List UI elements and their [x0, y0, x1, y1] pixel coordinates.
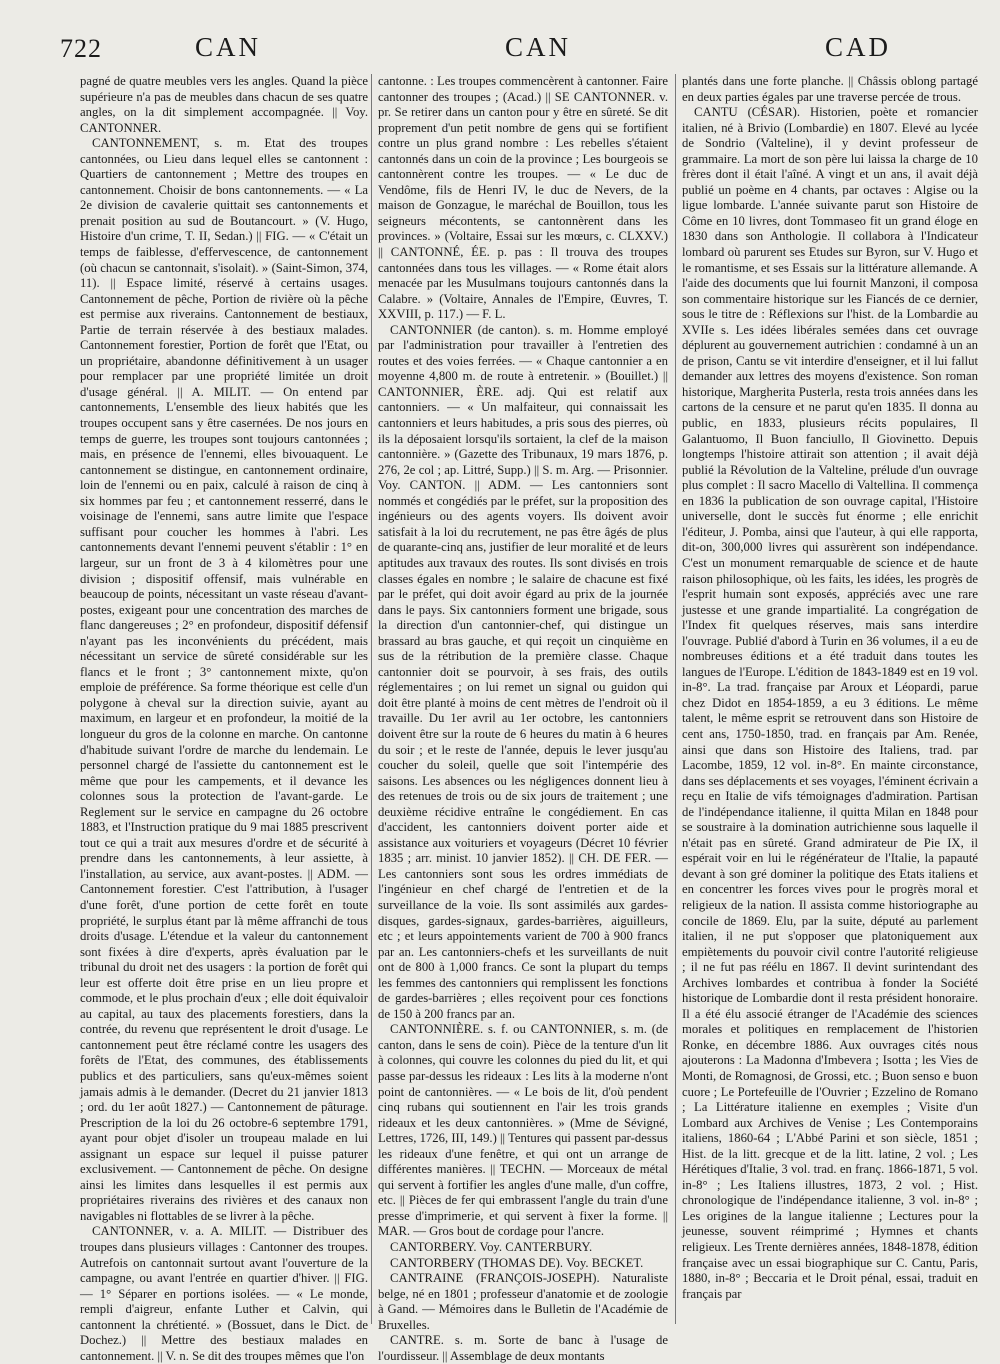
- running-head-right: CAD: [825, 32, 892, 62]
- column-divider: [675, 74, 676, 1324]
- page-header: [0, 28, 1000, 68]
- column-divider: [371, 74, 372, 1324]
- page-number: 722: [60, 34, 102, 63]
- entry-paragraph: cantonne. : Les troupes commencèrent à cantonner. Faire cantonner des troupes ; (Acad.) || SE CANTONNER. v. pr. Se retirer dans un canton pour y être en sûreté. Se dit proprement d'un petit nombre de gens qui se fortifient contre un plus grand nombre : Les rebelles s'étaient cantonnés dans un coin de la province ; Les bourgeois se cantonnèrent contre les troupes. — « Le duc de Vendôme, fils de Henri IV, le duc de Nevers, de la maison de Gonzague, le maréchal de Bouillon, tous les seigneurs mécontents, se cantonnèrent dans les provinces. » (Voltaire, Essai sur les mœurs, c. CLXXV.) || CANTONNÉ, ÉE. p. pas : Il trouva des troupes cantonnées dans tous les villages. — « Rome était alors menacée par les Musulmans toujours cantonnés dans la Calabre. » (Voltaire, Annales de l'Empire, Œuvres, T. XXVIII, p. 117.) — F. L.: [378, 74, 668, 322]
- text-column-3: [682, 74, 978, 1314]
- entry-paragraph: CANTRE. s. m. Sorte de banc à l'usage de l'ourdisseur. || Assemblage de deux montants: [378, 1333, 668, 1363]
- text-column-1: [80, 74, 368, 1363]
- entry-paragraph: CANTORBERY (THOMAS DE). Voy. BECKET.: [390, 1255, 644, 1270]
- running-head-center: CAN: [505, 32, 572, 62]
- text-column-2: [378, 74, 668, 1363]
- entry-paragraph: CANTONNEMENT, s. m. Etat des troupes cantonnées, ou Lieu dans lequel elles se cantonnent : Quartiers de cantonnement ; Mettre des troupes en cantonnement. Choisir de bons cantonnements. — « La 2e division de cavalerie quittait ses cantonnements et prenait position au sud de Boutancourt. » (V. Hugo, Histoire d'un crime, T. II, Sedan.) || FIG. — « C'était un temps de faiblesse, d'effervescence, de cantonnement (où chacun se cantonnait, s'isolait). » (Saint-Simon, 374, 11). || Espace limité, réservé à certains usages. Cantonnement de pêche, Portion de rivière où la pêche est permise aux riverains. Cantonnement de bestiaux, Partie de terrain réservée à des bestiaux malades. Cantonnement forestier, Portion de forêt que l'Etat, ou un propriétaire, abandonne définitivement à un usager pour remplacer par une propriété limitée un droit d'usage général. || A. MILIT. — On entend par cantonnements, L'ensemble des lieux habités que les troupes occupent sans y être casernées. De nos jours en temps de guerre, les troupes sont toujours cantonnées ; mais, en présence de l'ennemi, elles bivouaquent. Le cantonnement se distingue, en cantonnement ordinaire, loin de l'ennemi ou en paix, calculé à raison de cinq à six hommes par feu ; et cantonnement resserré, dans le voisinage de l'ennemi, sans autre limite que l'espace suffisant pour coucher les hommes à l'abri. Les cantonnements devant l'ennemi peuvent s'établir : 1° en largeur, sur un front de 3 à 4 kilomètres pour une division ; dispositif offensif, mais vulnérable en beaucoup de points, nécessitant un vaste réseau d'avant-postes, exigeant pour une concentration des marches de flanc dangereuses ; 2° en profondeur, dispositif défensif n'ayant pas les inconvénients du précédent, mais nécessitant un service de sûreté considérable sur les flancs et le front ; 3° cantonnement mixte, qu'on emploie de préférence. Sa forme théorique est celle d'un polygone à cheval sur la direction suivie, ayant au maximum, en largeur et en profondeur, la moitié de la longueur du gros de la colonne en marche. On cantonne d'habitude suivant l'ordre de marche du lendemain. Le personnel chargé de l'assiette du cantonnement est le même que pour les campements, et il devance les colonnes sous la protection de l'avant-garde. Le Reglement sur le service en campagne du 26 octobre 1883, et l'Instruction pratique du 9 mai 1885 prescrivent tout ce qui a trait aux mesures d'ordre et de sécurité à prendre dans les cantonnements, à leur assiette, à l'installation, au service, aux avant-postes. || ADM. — Cantonnement forestier. C'est l'attribution, à l'usager d'une forêt, d'une portion de cette forêt en toute propriété, le surplus étant par là même affranchi de tous droits d'usage. L'étendue et la valeur du cantonnement sont fixées à dire d'experts, après évaluation par le tribunal du droit net des usagers : la portion de forêt qui leur est offerte doit être prise en un lieu propre et commode, et le plus prochain d'eux ; elle doit équivaloir au capital, au taux des placements forestiers, dans la contrée, du revenu que représentent le droit d'usage. Le cantonnement peut être réclamé contre les usagers des forêts de l'Etat, des communes, des établissements publics et des particuliers, sans qu'eux-mêmes soient jamais admis à le demander. (Decret du 21 janvier 1813 ; ord. du 1er août 1827.) — Cantonnement de pâturage. Prescription de la loi du 26 octobre-6 septembre 1791, ayant pour objet d'isoler un troupeau malade en lui assignant un espace sur lequel il puisse paturer exclusivement. — Cantonnement de pêche. On designe ainsi les limites dans lesquelles il est permis aux propriétaires riverains des rivières et des canaux non navigables ni flottables de se livrer à la pêche.: [80, 136, 368, 1223]
- running-head-left: CAN: [195, 32, 262, 62]
- entry-paragraph: CANTU (CÉSAR). Historien, poète et romancier italien, né à Brivio (Lombardie) en 1807. Elevé au lycée de Sondrio (Valteline), il y devint professeur de grammaire. La mort de son père lui laissa la charge de 10 frères dont il était l'aîné. A vingt et un ans, il avait déjà publié un poème en 4 chants, par octaves : Algise ou la ligue lombarde. L'année suivante parut son Histoire de Côme en 10 livres, dont Tommaseo fit un grand éloge en 1830 dans son Anthologie. Il collabora à l'Indicateur lombard où parurent ses Etudes sur Byron, sur V. Hugo et le romantisme, et ses Essais sur la littérature allemande. A l'aide des documents que lui fournit Manzoni, il composa son commentaire historique sur les Fiancés de ce dernier, sous le titre de : Réflexions sur l'hist. de la Lombardie au XVIIe s. Les idées libérales semées dans cet ouvrage déplurent au gouvernement autrichien : condamné à un an de prison, Cantu se vit interdire d'enseigner, et il lui fallut demander aux lettres des moyens d'existence. Son roman historique, Margherita Pusterla, resta trois années dans les cartons de la censure et ne parut qu'en 1835. Il donna au public, en 1833, plusieurs récits populaires, Il Galantuomo, Il Buon fanciullo, Il Giovinetto. Depuis longtemps l'histoire attirait son attention ; il avait déjà publié la Révolution de la Valteline, prélude d'un ouvrage plus complet : Il sacro Macello di Valtellina. Il commença en 1836 la publication de son ouvrage capital, l'Histoire universelle, dont le succès fut énorme ; elle enrichit l'éditeur, J. Pomba, ainsi que l'auteur, à qui elle rapporta, dit-on, 300,000 livres qui assurèrent son indépendance. C'est un monument remarquable de science et de haute raison philosophique, où les faits, les idées, les progrès de l'esprit humain sont exposés, appréciés avec une rare justesse et une grande impartialité. La congrégation de l'Index fit quelques réserves, mais sans interdire l'ouvrage. Publié d'abord à Turin en 36 volumes, il a eu de nombreuses éditions et a été traduit dans toutes les langues de l'Europe. L'édition de 1843-1849 est en 19 vol. in-8°. La trad. française par Aroux et Léopardi, parue chez Didot en 1854-1859, a eu 3 éditions. Le même talent, le même esprit se retrouvent dans son Histoire de cent ans, 1750-1850, trad. en français par Am. Renée, ainsi que dans son Histoire des Italiens, trad. par Lacombe, 1859, 12 vol. in-8°. En mainte circonstance, dans ses déplacements et ses voyages, l'éminent écrivain a reçu en Italie de vifs témoignages d'admiration. Partisan de l'indépendance italienne, il quitta Milan en 1848 pour se soustraire à la domination autrichienne sous laquelle il n'était pas en sûreté. Grand admirateur de Pie IX, il espérait voir en lui le régénérateur de l'Italie, la papauté devant à son gré dominer la politique des Etats italiens et en concentrer les forces vives pour le progrès moral et religieux de la nation. Il assista comme historiographe au concile de 1869. Elu, par la suite, député au parlement italien, il ne put s'opposer que platoniquement aux empiètements du pouvoir civil contre l'autorité religieuse ; il ne fut pas réélu en 1867. Il devint surintendant des Archives lombardes et contribua à fonder la Société historique de Lombardie dont il resta président honoraire. Il a été élu associé étranger de l'Académie des sciences morales et politiques en remplacement de l'historien Ronke, en décembre 1886. Aux ouvrages cités nous ajouterons : La Madonna d'Imbevera ; Isotta ; les Vies de Monti, de Romagnosi, de Grossi, etc. ; Buon senso e buon cuore ; Le Portefeuille de l'Ouvrier ; Ezzelino de Romano ; La Littérature italienne en exemples ; Visite d'un Lombard aux Archives de Venise ; Les Contemporains italiens, 1860-64 ; L'Abbé Parini et son siècle, 1851 ; Hist. de la litt. grecque et de la litt. latine, 2 vol. ; Les Hérétiques d'Italie, 3 vol. trad. en franç. 1866-1871, 5 vol. in-8° ; Les Italiens illustres, 1873, 2 vol. ; Hist. chronologique de l'indépendance italienne, 3 vol. in-8° ; Les origines de la langue italienne ; Lectures pour la jeunesse, souvent réimprimé ; Hymnes et chants religieux. Les Trente dernières années, 1848-1878, édition française avec un essai biographique sur C. Cantu, Paris, 1880, in-8° ; Beccaria et le Droit pénal, essai, traduit en français par: [682, 105, 978, 1301]
- entry-paragraph: CANTRAINE (FRANÇOIS-JOSEPH). Naturaliste belge, né en 1801 ; professeur d'anatomie et de zoologie à Gand. — Mémoires dans le Bulletin de l'Académie de Bruxelles.: [378, 1271, 668, 1332]
- entry-paragraph: CANTONNIER (de canton). s. m. Homme employé par l'administration pour travailler à l'entretien des routes et des voies ferrées. — « Chaque cantonnier a en moyenne 4,800 m. de route à entretenir. » (Bouillet.) || CANTONNIER, ÈRE. adj. Qui est relatif aux cantonniers. — « Un malfaiteur, qui connaissait les cantonniers et leurs habitudes, a pris sous des pierres, où ils la déposaient lorsqu'ils sortaient, la clef de la maison cantonnière. » (Gazette des Tribunaux, 19 mars 1876, p. 276, 2e col ; ap. Littré, Supp.) || S. m. Arg. — Prisonnier. Voy. CANTON. || ADM. — Les cantonniers sont nommés et congédiés par le préfet, sur la proposition des ingénieurs ou des agents voyers. Ils doivent avoir satisfait à la loi du recrutement, ne pas être âgés de plus de quarante-cinq ans, justifier de leur moralité et de leurs aptitudes aux travaux des routes. Ils sont divisés en trois classes égales en nombre ; le salaire de chacune est fixé par le préfet, qui doit avoir égard au prix de la journée dans le pays. Six cantonniers forment une brigade, sous la direction d'un cantonnier-chef, qui distingue un brassard au bras gauche, et qui reçoit un cinquième en sus de la rétribution de la première classe. Chaque cantonnier doit se pourvoir, à ses frais, des outils réglementaires ; on lui remet un signal ou guidon qui doit être planté à moins de cent mètres de l'endroit où il travaille. Du 1er avril au 1er octobre, les cantonniers doivent être sur la route de 6 heures du matin à 6 heures du soir ; et le reste de l'année, depuis le lever jusqu'au coucher du soleil, quelle que soit l'intempérie des saisons. Les absences ou les négligences donnent lieu à des retenues de trois ou de six jours de traitement ; une deuxième récidive entraîne le congédiement. En cas d'accident, les cantonniers doivent porter aide et assistance aux voituriers et voyageurs (Décret 10 février 1835 ; arr. minist. 10 janvier 1852). || CH. DE FER. — Les cantonniers sont sous les ordres immédiats de l'ingénieur en chef chargé de l'entretien et de la surveillance de la voie. Ils sont assimilés aux gardes-disques, gardes-signaux, gardes-barrières, aiguilleurs, etc ; et leurs appointements varient de 700 à 900 francs par an. Les cantonniers-chefs et les surveillants de nuit ont de 800 à 1,000 francs. Ce sont la plupart du temps les femmes des cantonniers qui remplissent les fonctions de gardes-barrières ; elles reçoivent pour ces fonctions de 150 à 200 francs par an.: [378, 322, 668, 1021]
- entry-paragraph: plantés dans une forte planche. || Châssis oblong partagé en deux parties égales par une traverse percée de trous.: [682, 74, 978, 104]
- entry-paragraph: pagné de quatre meubles vers les angles. Quand la pièce supérieure n'a pas de meubles dans chacun de ses quatre angles, on la dit simplement accompagnée. || Voy. CANTONNER.: [80, 74, 368, 135]
- entry-paragraph: CANTONNER, v. a. A. MILIT. — Distribuer des troupes dans plusieurs villages : Cantonner des troupes. Autrefois on cantonnait surtout avant l'ouverture de la campagne, ou avant l'entrée en quartier d'hiver. || FIG. — 1° Séparer en portions isolées. — « Le monde, rempli d'aigreur, enfante Luther et Calvin, qui cantonnent la chrétienté. » (Bossuet, dans le Dict. de Dochez.) || Mettre des bestiaux malades en cantonnement. || V. n. Se dit des troupes mêmes que l'on: [80, 1224, 368, 1363]
- entry-paragraph: CANTONNIÈRE. s. f. ou CANTONNIER, s. m. (de canton, dans le sens de coin). Pièce de la tenture d'un lit à colonnes, qui couvre les colonnes du pied du lit, et qui passe par-dessus les rideaux : Les lits à la moderne n'ont point de cantonnières. — « Le bois de lit, d'où pendent cinq rubans qui soutiennent en l'air les trois grands rideaux et les deux cantonnières. » (Mme de Sévigné, Lettres, 1726, III, 149.) || Tentures qui passent par-dessus les rideaux d'une fenêtre, et qui ont un arrange de différentes manières. || TECHN. — Morceaux de métal qui servent à fortifier les angles d'une malle, d'un coffre, etc. || Pièces de fer qui embrassent l'angle du train d'une presse d'imprimerie, et qui servent à fixer la forme. || MAR. — Gros bout de cordage pour l'ancre.: [378, 1022, 668, 1239]
- entry-paragraph: CANTORBERY. Voy. CANTERBURY.: [390, 1240, 593, 1255]
